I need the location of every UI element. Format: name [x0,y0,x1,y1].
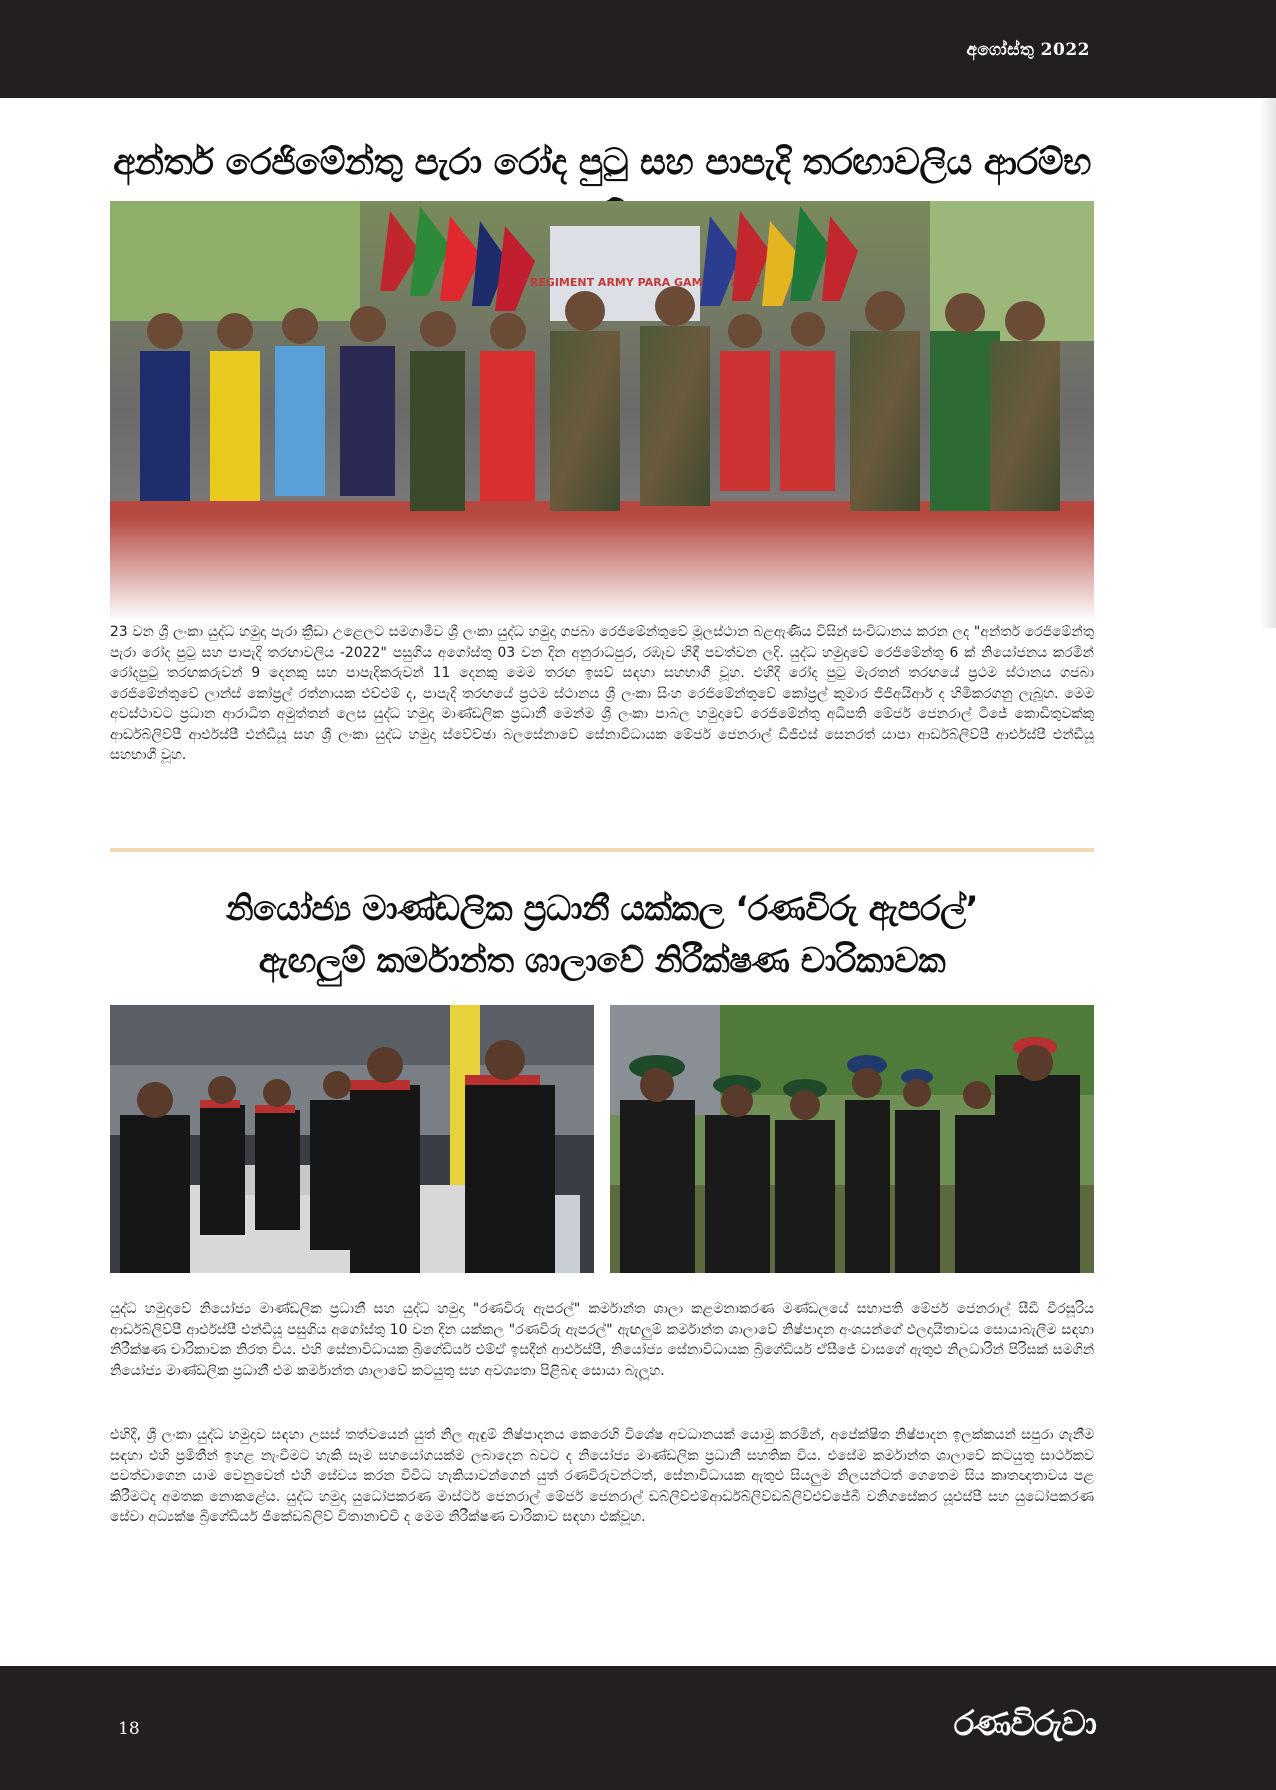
article-1-body: 23 වන ශ්‍රී ලංකා යුද්ධ හමුදා පැරා ක්‍රීඩා උළෙලට සමගාමීව ශ්‍රී ලංකා යුද්ධ හමුදා ගජබා රෙජිමේන්තුවේ මූලස්ථාන බළඇණිය විසින් සංවිධානය කරන ලද "අන්තර් රෙජිමේන්තු පැරා රෝද පුටු සහ පාපැදි තරඟාවලිය -2022" පසුගිය අගෝස්තු 03 වන දින අනුරාධපුර, රඹෑව හිඳී පවත්වන ලදි. යුද්ධ හමුදාවේ රෙජිමේන්තු 6 ක් නියෝජනය කරමින් රෝදපුටු තරඟකරුවන් 9 දෙනකු සහ පාපැදිකරුවන් 11 දෙනකු මෙම තරඟ ඉසව් සඳහා සහභාගී වූහ. එහිදී රෝද පුටු මැරතන් තරඟයේ ප්‍රථම ස්ථානය ගජබා රෙජිමේන්තුවේ ලාන්ස් කෝප්‍රල් රත්නායක එච්එම් ද, පාපැදි තරඟයේ ප්‍රථම ස්ථානය ශ්‍රී ලංකා සිංහ රෙජිමේන්තුවේ කෝප්‍රල් කුමාර ජීජීඅයිආර් ද හිමිකරගනු ලැබූහ. මෙම අවස්ථාවට ප්‍රධාන ආරාධිත අමුත්තන් ලෙස යුද්ධ හමුදා මාණ්ඩලික ප්‍රධානී මෙන්ම ශ්‍රී ලංකා පාබල හමුදාවේ රෙජිමේන්තු අධිපති මේජර් ජෙනරාල් ටීජේ කොඩිතුවක්කු ආර්ඩබ්ලිව්පී ආර්එස්පී එන්ඩීයූ සහ ශ්‍රී ලංකා යුද්ධ හමුදා ස්වේච්ඡා බලසේනාවේ සේනාවිධායක මේජර් ජෙනරාල් ඩීජීඑස් සෙනරත් යාපා ආර්ඩබ්ලිව්පී ආර්එස්පී එන්ඩීයූ සහභාගී වූහ. [110,624,1094,763]
page-footer [0,1666,1276,1790]
women-soldiers-photo [610,1005,1094,1273]
article-2-body-paragraph-1: යුද්ධ හමුදාවේ නියෝජ්‍ය මාණ්ඩලික ප්‍රධානී සහ යුද්ධ හමුදා "රණවිරු ඇපරල්" කර්මාන්ත ශාලා කළමනාකරණ මණ්ඩලයේ සභාපති මේජර් ජෙනරාල් සීඩී වීරසූරිය ආර්ඩබ්ලිව්පී ආර්එස්පී එන්ඩීයූ පසුගිය අගෝස්තු 10 වන දින යක්කල "රණවිරු ඇපරල්" ඇඟලුම් කර්මාන්ත ශාලාවේ නිෂ්පාදන අංශයන්ගේ ඵලදායිතාවය සොයාබැලීම සඳහා නිරීක්ෂණ චාරිකාවක නිරත විය. එහි සේනාවිධායක බ්‍රිගේඩියර් එම්ඒ ඉසදීන් ආර්එස්පී, නියෝජ්‍ය සේනාවිධායක බ්‍රිගේඩියර් ඒසීජේ වාසගේ ඇතුළු නිලධාරින් පිරිසක් සමගින් නියෝජ්‍ය මාණ්ඩලික ප්‍රධානී එම කර්මාන්ත ශාලාවේ කටයුතු සහ අවශ්‍යතා පිළිබඳ සොයා බැලූහ. [110,1301,1094,1379]
article-1-headline: අන්තර් රෙජිමේන්තු පැරා රෝද පුටු සහ පාපැදි තරඟාවලිය ආරම්භ [113,142,1091,183]
section-divider [110,848,1094,852]
group-photo-illustration [110,201,1094,621]
magazine-logo: රණවිරුවා [953,1704,1096,1744]
article-1-group-photo [110,201,1094,621]
factory-inspection-photo [110,1005,594,1273]
article-2-body-paragraph-2: එහිදී, ශ්‍රී ලංකා යුද්ධ හමුදාව සඳහා උසස් තත්වයෙන් යුත් නිල ඇඳුම් නිෂ්පාදනය කෙරෙහි විශේෂ අවධානයක් යොමු කරමින්, අපේක්ෂිත නිෂ්පාදන ඉලක්කයන් සපුරා ගැනීම සඳහා එහි ප්‍රමිතීන් ඉහළ නැංවීමට හැකි සෑම සහයෝගයක්ම ලබාදෙන බවට ද නියෝජ්‍ය මාණ්ඩලික ප්‍රධානී සහතික විය. එසේම කර්මාන්ත ශාලාවේ කටයුතු සාර්ථකව පවත්වාගෙන යාම වෙනුවෙන් එහි සේවය කරන විවිධ හැකියාවන්ගෙන් යුත් රණවිරුවන්ටත්, සේනාවිධායක ඇතුළු සියලුම නිලයන්ටත් ගෙතෙම සිය කෘතඥතාවය පළ කිරීමටද අමතක නොකළේය. යුද්ධ හමුදා යුධෝපකරණ මාස්ටර් ජෙනරාල් මේජර් ජෙනරාල් ඩබ්ලිව්එම්ආර්ඩබ්ලිව්ඩබ්ලිව්එච්ජේබී වනිගසේකර යූඑස්පී සහ යුධෝපකරණ සේවා අධ්‍යක්ෂ බ්‍රිගේඩියර් ජීකේඩබ්ලිව් විතානාච්චි ද මෙම නිරීක්ෂණ චාරිකාව සඳහා එක්වූහ. [110,1427,1094,1525]
issue-date: අගෝස්තු 2022 [966,40,1090,60]
page-number: 18 [118,1719,140,1739]
factory-photo-illustration [110,1005,594,1273]
top-header-bar [0,0,1276,98]
page-edge-shadow [1260,98,1276,628]
article-2-headline [110,883,1094,987]
outdoor-photo-illustration [610,1005,1094,1273]
article-2-headline-line-2: ඇඟලුම් කර්මාන්ත ශාලාවේ නිරීක්ෂණ චාරිකාවක [258,941,946,981]
article-2-headline-line-1: නියෝජ්‍ය මාණ්ඩලික ප්‍රධානී යක්කල ‘රණවිරු ඇපරල්’ [225,889,979,929]
